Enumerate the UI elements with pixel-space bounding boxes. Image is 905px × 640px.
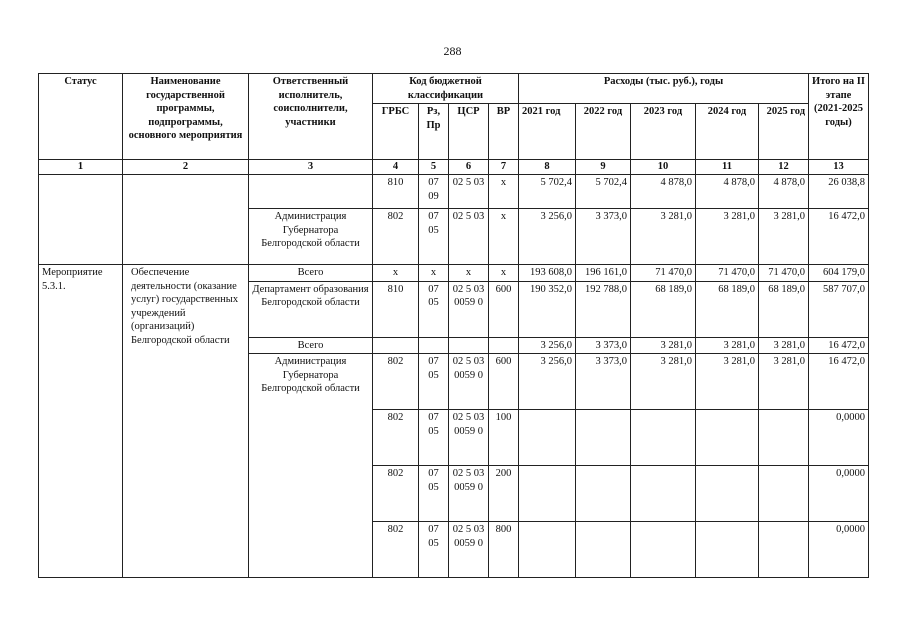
value-2022-cell: 3 373,0 <box>576 354 631 410</box>
value-2023-cell: 71 470,0 <box>631 265 696 282</box>
header-2025: 2025 год <box>759 104 809 160</box>
value-2022-cell: 3 373,0 <box>576 337 631 354</box>
header-budget-code: Код бюджетной классификации <box>373 74 519 104</box>
value-2024-cell: 71 470,0 <box>696 265 759 282</box>
csr-cell: 02 5 03 0059 0 <box>449 281 489 337</box>
total-cell: 16 472,0 <box>809 354 869 410</box>
col-number: 9 <box>576 160 631 175</box>
col-number: 1 <box>39 160 123 175</box>
table-row <box>39 175 869 209</box>
header-2021: 2021 год <box>519 104 576 160</box>
value-2024-cell <box>696 522 759 578</box>
rzpr-cell: 07 05 <box>419 209 449 265</box>
vr-cell: 100 <box>489 410 519 466</box>
value-2023-cell: 4 878,0 <box>631 175 696 209</box>
value-2024-cell: 3 281,0 <box>696 354 759 410</box>
value-2024-cell: 3 281,0 <box>696 337 759 354</box>
value-2022-cell: 192 788,0 <box>576 281 631 337</box>
rzpr-cell: х <box>419 265 449 282</box>
page-number: 288 <box>443 44 462 58</box>
value-2023-cell: 3 281,0 <box>631 337 696 354</box>
vr-cell: х <box>489 265 519 282</box>
value-2024-cell: 3 281,0 <box>696 209 759 265</box>
executor-cell: Департамент образования Белгородской области <box>249 281 373 337</box>
grbs-cell: х <box>373 265 419 282</box>
header-program-name: Наименование государственной программы, подпрограммы, основного мероприятия <box>123 74 249 160</box>
value-2024-cell: 68 189,0 <box>696 281 759 337</box>
vr-cell <box>489 337 519 354</box>
col-number: 5 <box>419 160 449 175</box>
col-number: 10 <box>631 160 696 175</box>
value-2022-cell <box>576 410 631 466</box>
csr-cell: 02 5 03 0059 0 <box>449 354 489 410</box>
col-number: 13 <box>809 160 869 175</box>
value-2023-cell <box>631 466 696 522</box>
value-2021-cell: 193 608,0 <box>519 265 576 282</box>
value-2022-cell: 3 373,0 <box>576 209 631 265</box>
total-cell: 16 472,0 <box>809 209 869 265</box>
value-2024-cell <box>696 466 759 522</box>
vr-cell: 200 <box>489 466 519 522</box>
rzpr-cell: 07 05 <box>419 281 449 337</box>
header-2024: 2024 год <box>696 104 759 160</box>
col-number: 4 <box>373 160 419 175</box>
value-2023-cell: 3 281,0 <box>631 209 696 265</box>
grbs-cell: 810 <box>373 175 419 209</box>
value-2021-cell <box>519 522 576 578</box>
col-number: 2 <box>123 160 249 175</box>
value-2025-cell: 3 281,0 <box>759 209 809 265</box>
col-number: 12 <box>759 160 809 175</box>
header-executor: Ответственный исполнитель, соисполнители, участники <box>249 74 373 160</box>
total-cell: 16 472,0 <box>809 337 869 354</box>
measure-name-cell: Обеспечение деятельности (оказание услуг) государственных учреждений (организаций) Белгородской области <box>123 265 249 578</box>
total-cell: 604 179,0 <box>809 265 869 282</box>
executor-cell: Всего <box>249 265 373 282</box>
col-number: 11 <box>696 160 759 175</box>
executor-cell <box>249 175 373 209</box>
csr-cell: х <box>449 265 489 282</box>
value-2023-cell: 3 281,0 <box>631 354 696 410</box>
value-2022-cell: 5 702,4 <box>576 175 631 209</box>
value-2023-cell: 68 189,0 <box>631 281 696 337</box>
rzpr-cell: 07 05 <box>419 354 449 410</box>
csr-cell <box>449 337 489 354</box>
header-status: Статус <box>39 74 123 160</box>
grbs-cell: 802 <box>373 410 419 466</box>
csr-cell: 02 5 03 0059 0 <box>449 410 489 466</box>
value-2021-cell: 3 256,0 <box>519 337 576 354</box>
col-number: 3 <box>249 160 373 175</box>
executor-cell: Всего <box>249 337 373 354</box>
value-2022-cell <box>576 466 631 522</box>
header-2023: 2023 год <box>631 104 696 160</box>
value-2025-cell <box>759 466 809 522</box>
csr-cell: 02 5 03 0059 0 <box>449 466 489 522</box>
header-expenses: Расходы (тыс. руб.), годы <box>519 74 809 104</box>
total-cell: 0,0000 <box>809 522 869 578</box>
grbs-cell: 802 <box>373 354 419 410</box>
rzpr-cell: 07 09 <box>419 175 449 209</box>
value-2023-cell <box>631 410 696 466</box>
value-2022-cell: 196 161,0 <box>576 265 631 282</box>
csr-cell: 02 5 03 <box>449 209 489 265</box>
value-2025-cell: 3 281,0 <box>759 337 809 354</box>
csr-cell: 02 5 03 0059 0 <box>449 522 489 578</box>
total-cell: 0,0000 <box>809 410 869 466</box>
value-2025-cell: 71 470,0 <box>759 265 809 282</box>
header-total: Итого на II этапе (2021-2025 годы) <box>809 74 869 160</box>
value-2021-cell: 5 702,4 <box>519 175 576 209</box>
value-2022-cell <box>576 522 631 578</box>
rzpr-cell: 07 05 <box>419 522 449 578</box>
header-2022: 2022 год <box>576 104 631 160</box>
name-cell-empty <box>123 175 249 265</box>
total-cell: 587 707,0 <box>809 281 869 337</box>
value-2021-cell: 3 256,0 <box>519 354 576 410</box>
executor-cell: Администрация Губернатора Белгородской области <box>249 209 373 265</box>
rzpr-cell: 07 05 <box>419 466 449 522</box>
value-2021-cell <box>519 410 576 466</box>
budget-table <box>38 73 869 578</box>
col-number: 6 <box>449 160 489 175</box>
grbs-cell: 802 <box>373 466 419 522</box>
value-2023-cell <box>631 522 696 578</box>
vr-cell: 800 <box>489 522 519 578</box>
col-number: 8 <box>519 160 576 175</box>
value-2025-cell: 68 189,0 <box>759 281 809 337</box>
total-cell: 26 038,8 <box>809 175 869 209</box>
value-2025-cell <box>759 410 809 466</box>
header-grbs: ГРБС <box>373 104 419 160</box>
grbs-cell <box>373 337 419 354</box>
csr-cell: 02 5 03 <box>449 175 489 209</box>
value-2021-cell: 3 256,0 <box>519 209 576 265</box>
vr-cell: 600 <box>489 354 519 410</box>
grbs-cell: 802 <box>373 522 419 578</box>
header-vr: ВР <box>489 104 519 160</box>
header-csr: ЦСР <box>449 104 489 160</box>
value-2021-cell <box>519 466 576 522</box>
rzpr-cell <box>419 337 449 354</box>
rzpr-cell: 07 05 <box>419 410 449 466</box>
value-2025-cell <box>759 522 809 578</box>
value-2024-cell <box>696 410 759 466</box>
grbs-cell: 810 <box>373 281 419 337</box>
value-2024-cell: 4 878,0 <box>696 175 759 209</box>
value-2021-cell: 190 352,0 <box>519 281 576 337</box>
status-cell: Мероприятие 5.3.1. <box>39 265 123 578</box>
grbs-cell: 802 <box>373 209 419 265</box>
value-2025-cell: 4 878,0 <box>759 175 809 209</box>
vr-cell: х <box>489 175 519 209</box>
col-number: 7 <box>489 160 519 175</box>
status-cell-empty <box>39 175 123 265</box>
vr-cell: 600 <box>489 281 519 337</box>
total-cell: 0,0000 <box>809 466 869 522</box>
header-rz-pr: Рз, Пр <box>419 104 449 160</box>
vr-cell: х <box>489 209 519 265</box>
table-row <box>39 265 869 282</box>
value-2025-cell: 3 281,0 <box>759 354 809 410</box>
executor-cell: Администрация Губернатора Белгородской области <box>249 354 373 578</box>
